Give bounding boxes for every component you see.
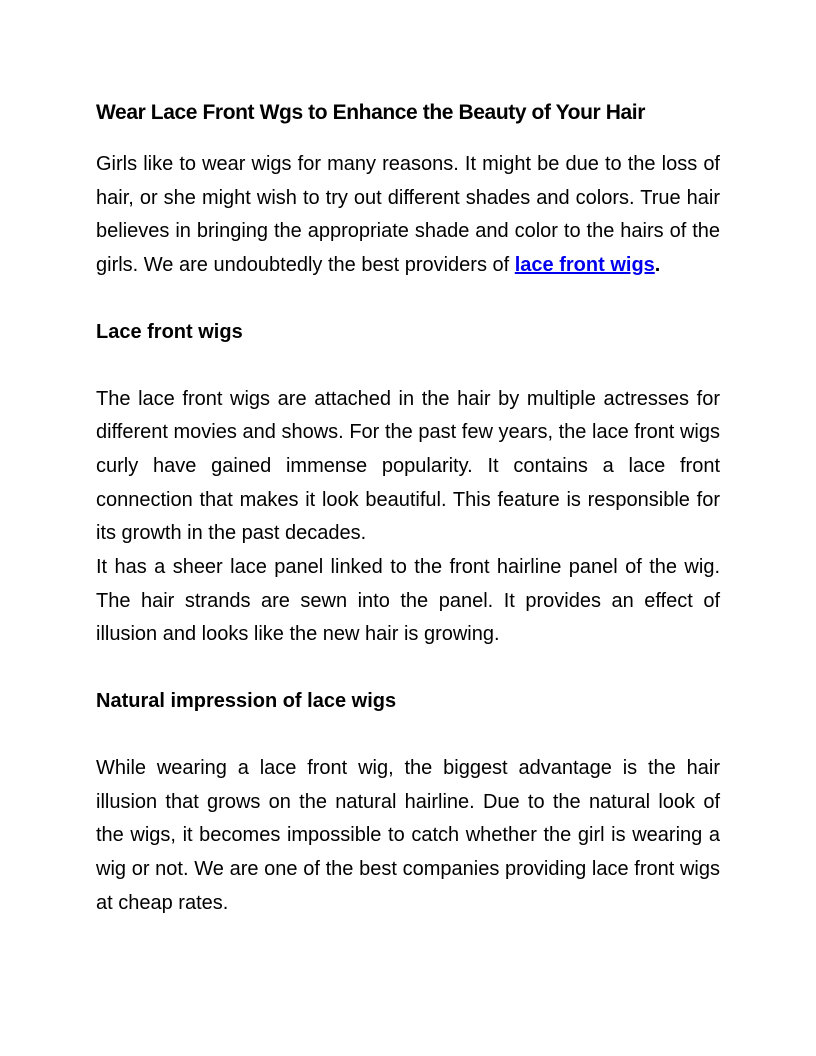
intro-paragraph bbox=[96, 148, 720, 283]
section-1-paragraph-1: The lace front wigs are attached in the hair by multiple actresses for different movies and shows. For the past few years, the lace front wigs curly have gained immense popularity. It contains a lace front connection that makes it look beautiful. This feature is responsible for its growth in the past decades. bbox=[96, 387, 720, 545]
section-1-paragraph-2: It has a sheer lace panel linked to the front hairline panel of the wig. The hair strands are sewn into the panel. It provides an effect of illusion and looks like the new hair is growing. bbox=[96, 556, 720, 646]
section-heading-natural-impression: Natural impression of lace wigs bbox=[96, 690, 397, 713]
section-heading-lace-front-wigs: Lace front wigs bbox=[96, 320, 243, 343]
section-2-paragraph-1: While wearing a lace front wig, the biggest advantage is the hair illusion that grows on the natural hairline. Due to the natural look of the wigs, it becomes impossible to catch whether the girl is wearing a wig or not. We are one of the best companies providing lace front wigs at cheap rates. bbox=[96, 756, 720, 914]
document-page bbox=[96, 97, 720, 920]
intro-text: Girls like to wear wigs for many reasons. It might be due to the loss of hair, or she might wish to try out different shades and colors. True hair believes in bringing the appropriate shade and color to the hairs of the girls. We are undoubtedly the best providers of bbox=[96, 153, 720, 277]
intro-end-punctuation: . bbox=[654, 254, 661, 277]
lace-front-wigs-link[interactable]: lace front wigs bbox=[514, 254, 655, 277]
document-title: Wear Lace Front Wgs to Enhance the Beauty of Your Hair bbox=[96, 101, 645, 124]
